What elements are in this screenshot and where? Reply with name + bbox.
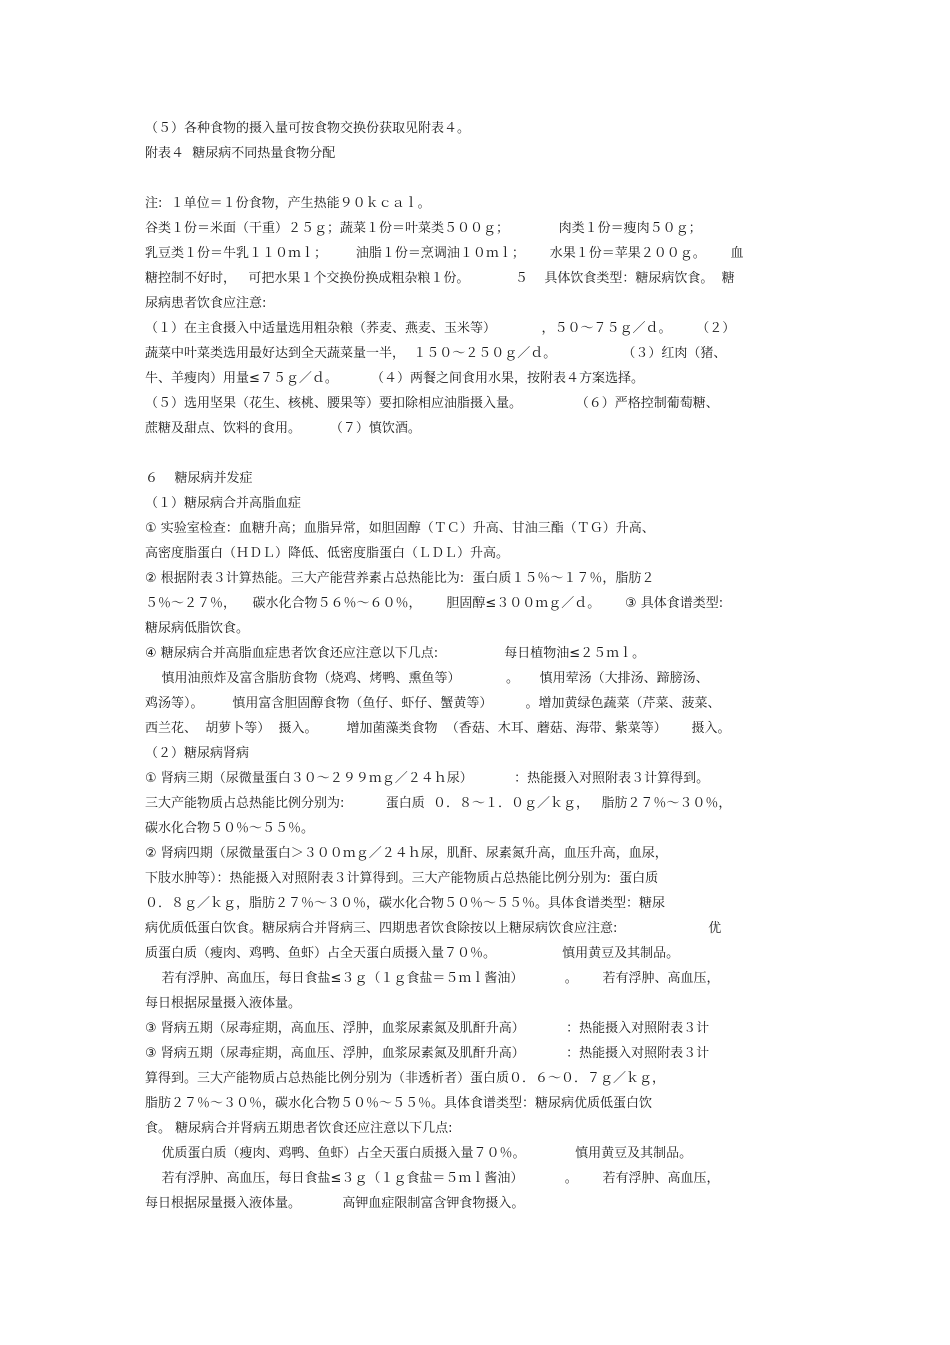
text-line: ① 肾病三期（尿微量蛋白３０～２９９ｍｇ／２４ｈ尿） ：热能摄入对照附表３计算得到。: [145, 771, 710, 786]
text-line: 碳水化合物５０％～５５％。: [145, 821, 315, 836]
line-intake-note: （５）各种食物的摄入量可按食物交换份获取见附表４。: [145, 121, 471, 136]
text-line: 每日根据尿量摄入液体量。: [145, 996, 302, 1011]
text-line: （１）在主食摄入中适量选用粗杂粮（荞麦、燕麦、玉米等） ，５０～７５ｇ／ｄ。 （２）: [145, 321, 736, 336]
text-line: 尿病患者饮食应注意:: [145, 296, 267, 311]
subsection-heading-nephropathy: （２）糖尿病肾病: [145, 746, 250, 761]
text-line: ③ 肾病五期（尿毒症期，高血压、浮肿，血浆尿素氮及肌酐升高） ：热能摄入对照附表３计: [145, 1021, 710, 1036]
text-line: 糖尿病低脂饮食。: [145, 621, 250, 636]
text-line: ④ 糖尿病合并高脂血症患者饮食还应注意以下几点: 每日植物油≤２５ｍｌ。: [145, 646, 646, 661]
text-line: ③ 肾病五期（尿毒症期，高血压、浮肿，血浆尿素氮及肌酐升高） ：热能摄入对照附表３计: [145, 1046, 710, 1061]
text-line: 优质蛋白质（瘦肉、鸡鸭、鱼虾）占全天蛋白质摄入量７０％。 慎用黄豆及其制品。: [145, 1146, 693, 1161]
text-line: 食。 糖尿病合并肾病五期患者饮食还应注意以下几点:: [145, 1121, 453, 1136]
text-line: 质蛋白质（瘦肉、鸡鸭、鱼虾）占全天蛋白质摄入量７０％。 慎用黄豆及其制品。: [145, 946, 680, 961]
text-line: 乳豆类１份＝牛乳１１０ｍｌ； 油脂１份＝烹调油１０ｍｌ； 水果１份＝苹果２００ｇ。 血: [145, 246, 744, 261]
text-line: 若有浮肿、高血压，每日食盐≤３ｇ（１ｇ食盐＝５ｍｌ酱油） 。 若有浮肿、高血压，: [145, 971, 720, 986]
text-line: 高密度脂蛋白（ＨＤＬ）降低、低密度脂蛋白（ＬＤＬ）升高。: [145, 546, 510, 561]
text-line: 病优质低蛋白饮食。糖尿病合并肾病三、四期患者饮食除按以上糖尿病饮食应注意: 优: [145, 921, 722, 936]
text-line: 若有浮肿、高血压，每日食盐≤３ｇ（１ｇ食盐＝５ｍｌ酱油） 。 若有浮肿、高血压，: [145, 1171, 720, 1186]
text-line: 三大产能物质占总热能比例分别为: 蛋白质 ０．８～１．０ｇ／ｋｇ， 脂肪２７％～３０％，: [145, 796, 732, 811]
text-line: 下肢水肿等）：热能摄入对照附表３计算得到。三大产能物质占总热能比例分别为: 蛋白质: [145, 871, 659, 886]
text-line: 糖控制不好时， 可把水果１个交换份换成粗杂粮１份。 ５ 具体饮食类型：糖尿病饮食。 糖: [145, 271, 735, 286]
table-caption: 附表４ 糖尿病不同热量食物分配: [145, 146, 336, 161]
section-heading-complications: ６ 糖尿病并发症: [145, 471, 253, 486]
subsection-heading-hyperlipidemia: （１）糖尿病合并高脂血症: [145, 496, 302, 511]
text-line: （５）选用坚果（花生、核桃、腰果等）要扣除相应油脂摄入量。 （６）严格控制葡萄糖、: [145, 396, 719, 411]
text-line: 算得到。三大产能物质占总热能比例分别为（非透析者）蛋白质０．６～０．７ｇ／ｋｇ，: [145, 1071, 666, 1086]
text-line: ① 实验室检查：血糖升高；血脂异常，如胆固醇（ＴＣ）升高、甘油三酯（ＴＧ）升高、: [145, 521, 655, 536]
text-line: 鸡汤等）。 慎用富含胆固醇食物（鱼仔、虾仔、蟹黄等） 。增加黄绿色蔬菜（芹菜、菠菜、: [145, 696, 721, 711]
text-line: ② 根据附表３计算热能。三大产能营养素占总热能比为: 蛋白质１５％～１７％，脂肪２: [145, 571, 655, 586]
text-line: ５％～２７％， 碳水化合物５６％～６０％， 胆固醇≤３００ｍｇ／ｄ。 ③ 具体食谱类型:: [145, 596, 724, 611]
text-line: 慎用油煎炸及富含脂肪食物（烧鸡、烤鸭、熏鱼等） 。 慎用荤汤（大排汤、蹄膀汤、: [145, 671, 709, 686]
text-line: 蔗糖及甜点、饮料的食用。 （７）慎饮酒。: [145, 421, 421, 436]
unit-note: 注: １单位＝１份食物，产生热能９０ｋｃａｌ。: [145, 196, 431, 211]
text-line: 牛、羊瘦肉）用量≤７５ｇ／ｄ。 （４）两餐之间食用水果，按附表４方案选择。: [145, 371, 644, 386]
text-line: ０．８ｇ／ｋｇ，脂肪２７％～３０％，碳水化合物５０％～５５％。具体食谱类型：糖尿: [145, 896, 666, 911]
text-line: 每日根据尿量摄入液体量。 高钾血症限制富含钾食物摄入。: [145, 1196, 525, 1211]
text-line: 西兰花、 胡萝卜等） 摄入。 增加菌藻类食物 （香菇、木耳、蘑菇、海带、紫菜等） 摄入。: [145, 721, 731, 736]
text-line: 脂肪２７％～３０％，碳水化合物５０％～５５％。具体食谱类型：糖尿病优质低蛋白饮: [145, 1096, 653, 1111]
text-line: 谷类１份＝米面（干重）２５ｇ；蔬菜１份＝叶菜类５００ｇ； 肉类１份＝瘦肉５０ｇ；: [145, 221, 702, 236]
text-line: ② 肾病四期（尿微量蛋白＞３００ｍｇ／２４ｈ尿，肌酐、尿素氮升高，血压升高，血尿，: [145, 846, 668, 861]
text-line: 蔬菜中叶菜类选用最好达到全天蔬菜量一半， １５０～２５０ｇ／ｄ。 （３）红肉（猪、: [145, 346, 727, 361]
